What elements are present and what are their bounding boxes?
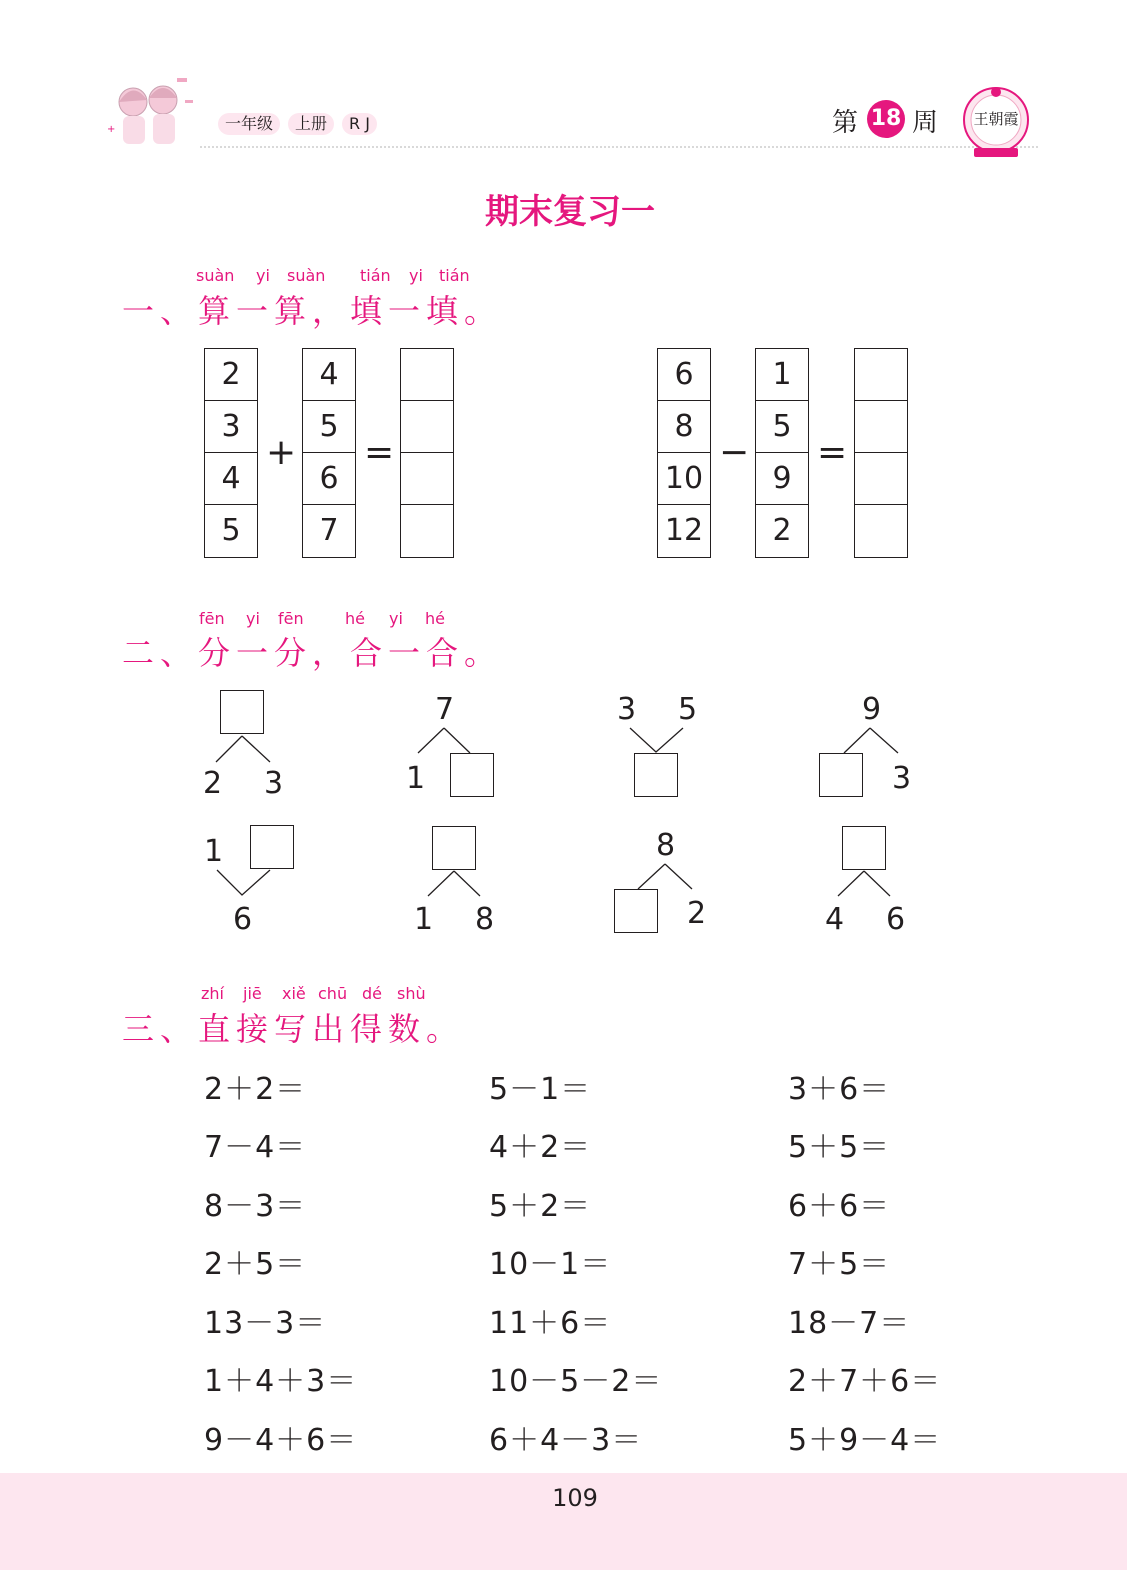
number-cell: 5 [221,513,241,548]
pinyin: jiē [243,984,262,1003]
answer-box[interactable] [450,753,494,797]
number-cell: 5 [756,401,808,453]
week-suffix: 周 [912,108,939,138]
plus-sign: + [266,432,297,473]
number-cell: 5 [303,401,355,453]
pinyin: suàn [196,266,235,285]
number-cell: 6 [303,453,355,505]
week-prefix: 第 [832,108,859,138]
bond-number: 5 [678,692,698,727]
publisher-logo-text: 王朝霞 [973,110,1019,128]
pinyin: suàn [287,266,326,285]
number-cell: 9 [756,453,808,505]
bond-number: 2 [203,766,223,801]
bond-number: 8 [475,902,495,937]
number-cell: 3 [205,401,257,453]
bond-number: 8 [656,828,676,863]
equation: 10－5－2＝ [489,1364,663,1399]
pinyin: tián [360,266,391,285]
svg-text:+: + [107,124,116,135]
equation: 8－3＝ [204,1189,307,1224]
answer-box[interactable] [220,690,264,734]
equation: 9－4＋6＝ [204,1423,358,1458]
equation: 5＋5＝ [788,1130,891,1165]
number-cell: 2 [205,349,257,401]
equation: 2＋5＝ [204,1247,307,1282]
equation: 3＋6＝ [788,1072,891,1107]
edition-tag: R J [342,113,377,135]
equation: 7＋5＝ [788,1247,891,1282]
page-title: 期末复习一 [485,192,655,232]
volume-tag: 上册 [288,113,334,135]
equation: 4＋2＝ [489,1130,592,1165]
pinyin: yi [256,266,270,285]
number-cell: 12 [664,513,704,548]
bond-number: 1 [406,761,426,796]
pinyin: fēn [199,609,225,628]
bond-number: 3 [617,692,637,727]
pinyin: dé [362,984,382,1003]
number-cell: 4 [205,453,257,505]
equation: 2＋2＝ [204,1072,307,1107]
answer-box[interactable] [842,826,886,870]
answer-box[interactable] [250,825,294,869]
week-number-badge: 18 [867,100,905,138]
bond-number: 6 [233,902,253,937]
equation: 2＋7＋6＝ [788,1364,942,1399]
equation: 7－4＝ [204,1130,307,1165]
pinyin: hé [425,609,445,628]
equation: 5＋2＝ [489,1189,592,1224]
equals-sign: = [364,432,395,473]
bond-number: 4 [825,902,845,937]
minus-sign: − [719,432,750,473]
pinyin: yi [246,609,260,628]
answer-box[interactable] [432,826,476,870]
pinyin: xiě [282,984,306,1003]
pinyin: shù [397,984,426,1003]
number-cell: 4 [303,349,355,401]
section-3-heading: 三、直接写出得数。 [122,1010,465,1048]
pinyin: hé [345,609,365,628]
bond-number: 2 [687,896,707,931]
section-2-heading: 二、分一分，合一合。 [122,634,503,672]
pinyin: yi [389,609,403,628]
answer-box[interactable] [819,753,863,797]
answer-box[interactable] [634,753,678,797]
pinyin: tián [439,266,470,285]
equation: 5＋9－4＝ [788,1423,942,1458]
bond-number: 6 [886,902,906,937]
number-cell: 10 [658,453,710,505]
equation: 5－1＝ [489,1072,592,1107]
equation: 1＋4＋3＝ [204,1364,358,1399]
page-number: 109 [552,1484,598,1512]
equation: 18－7＝ [788,1306,911,1341]
equation: 11＋6＝ [489,1306,612,1341]
number-cell: 1 [756,349,808,401]
bond-number: 7 [435,692,455,727]
bond-number: 3 [264,766,284,801]
grade-tag: 一年级 [218,113,280,135]
equation: 6＋6＝ [788,1189,891,1224]
bond-number: 1 [204,834,224,869]
equation: 13－3＝ [204,1306,327,1341]
pinyin: zhí [201,984,224,1003]
number-cell: 2 [772,513,792,548]
number-cell: 6 [658,349,710,401]
section-1-heading: 一、算一算，填一填。 [122,292,503,330]
equation: 6＋4－3＝ [489,1423,643,1458]
equals-sign: = [817,432,848,473]
answer-box[interactable] [614,889,658,933]
number-cell: 7 [319,513,339,548]
equation: 10－1＝ [489,1247,612,1282]
pinyin: chū [318,984,348,1003]
bond-number: 9 [862,692,882,727]
pinyin: fēn [278,609,304,628]
number-cell: 8 [658,401,710,453]
bond-number: 3 [892,761,912,796]
bond-number: 1 [414,902,434,937]
pinyin: yi [409,266,423,285]
